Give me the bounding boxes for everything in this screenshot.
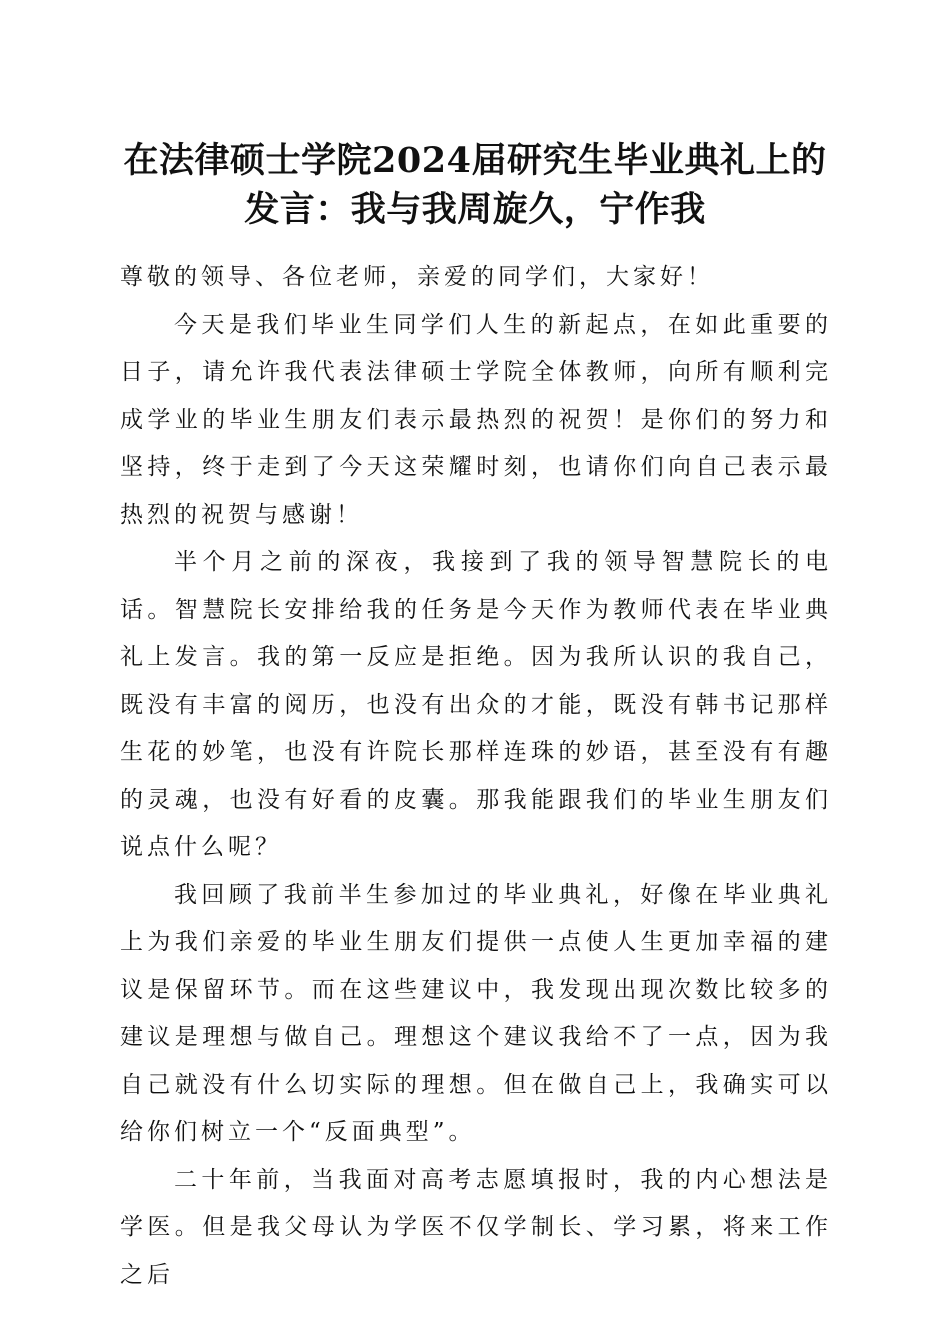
title-line-2: 发言：我与我周旋久，宁作我 <box>244 189 706 230</box>
body-paragraph: 二十年前，当我面对高考志愿填报时，我的内心想法是学医。但是我父母认为学医不仅学制长、学习累，将来工作之后 <box>120 1166 832 1288</box>
document-body <box>120 254 832 1299</box>
body-paragraph: 我回顾了我前半生参加过的毕业典礼，好像在毕业典礼上为我们亲爱的毕业生朋友们提供一点使人生更加幸福的建议是保留环节。而在这些建议中，我发现出现次数比较多的建议是理想与做自己。理想这个建议我给不了一点，因为我自己就没有什么切实际的理想。但在做自己上，我确实可以给你们树立一个“反面典型”。 <box>120 881 832 1145</box>
document-title <box>100 136 850 234</box>
body-paragraph: 半个月之前的深夜，我接到了我的领导智慧院长的电话。智慧院长安排给我的任务是今天作为教师代表在毕业典礼上发言。我的第一反应是拒绝。因为我所认识的我自己，既没有丰富的阅历，也没有出众的才能，既没有韩书记那样生花的妙笔，也没有许院长那样连珠的妙语，甚至没有有趣的灵魂，也没有好看的皮囊。那我能跟我们的毕业生朋友们说点什么呢？ <box>120 549 832 860</box>
greeting-paragraph: 尊敬的领导、各位老师，亲爱的同学们，大家好！ <box>120 264 714 290</box>
title-line-1: 在法律硕士学院2024届研究生毕业典礼上的 <box>123 140 827 181</box>
body-paragraph: 今天是我们毕业生同学们人生的新起点，在如此重要的日子，请允许我代表法律硕士学院全体教师，向所有顺利完成学业的毕业生朋友们表示最热烈的祝贺！是你们的努力和坚持，终于走到了今天这荣耀时刻，也请你们向自己表示最热烈的祝贺与感谢！ <box>120 311 832 528</box>
